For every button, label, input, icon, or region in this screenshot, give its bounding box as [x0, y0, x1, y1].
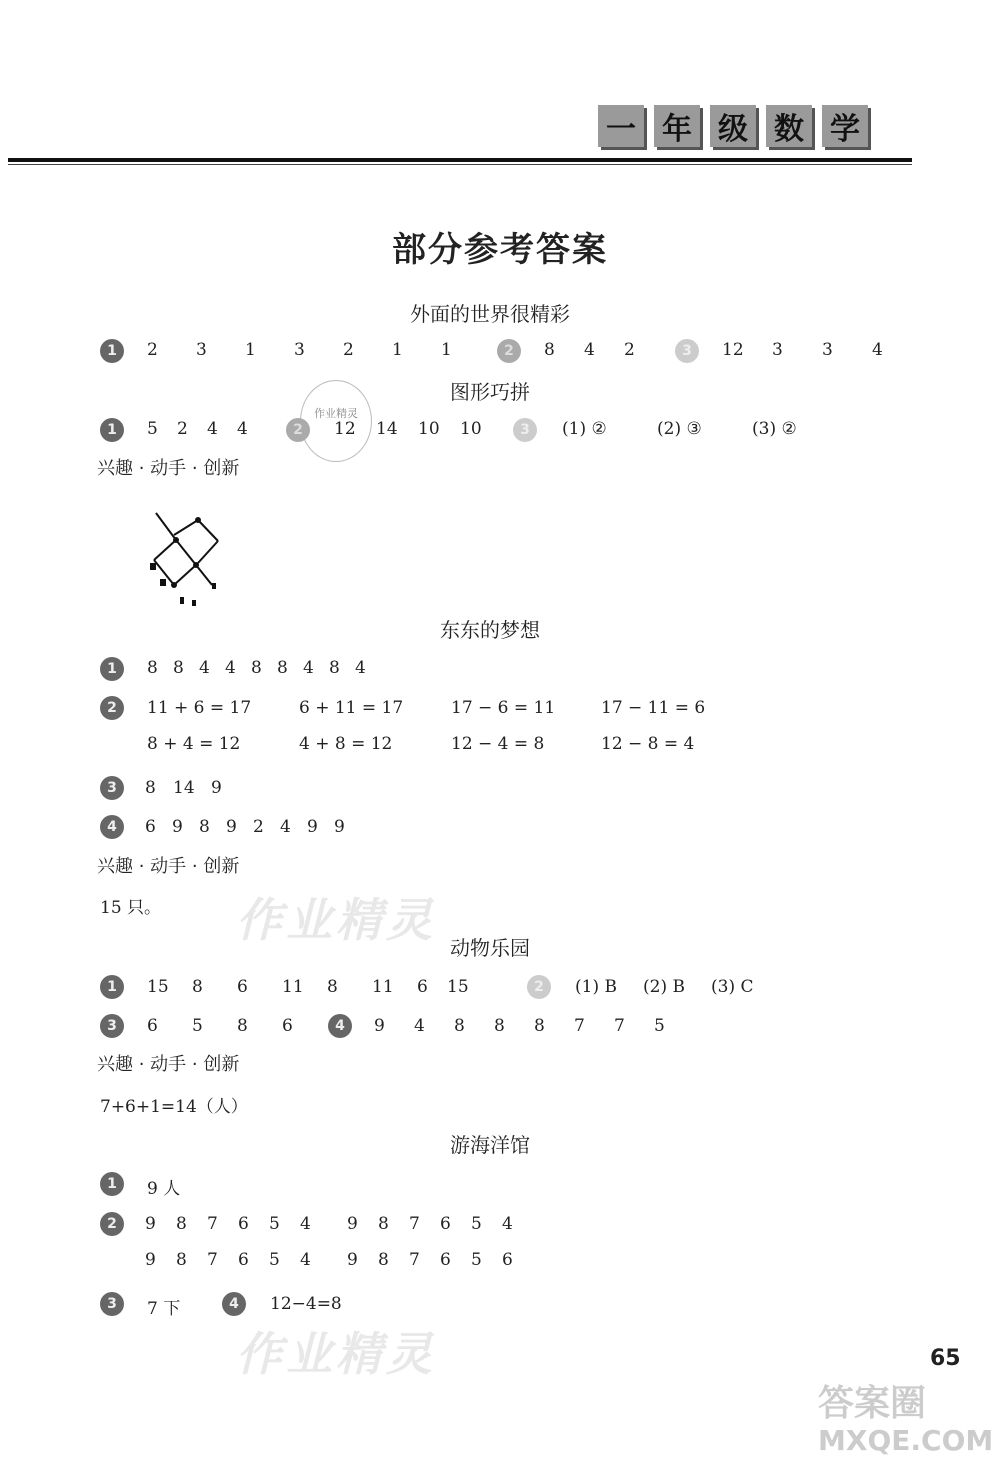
question-number-badge: 4	[328, 1014, 352, 1038]
answer-row	[147, 977, 492, 997]
answer-row	[575, 977, 779, 997]
answer-value: 5	[269, 1250, 280, 1270]
answer-value: 6	[238, 1214, 249, 1234]
answer-value: 8	[145, 778, 156, 798]
question-number-badge: 3	[100, 776, 124, 800]
answer-value: 8	[176, 1214, 187, 1234]
answer-text: 9 人	[147, 1179, 181, 1199]
answer-value: 7	[574, 1016, 585, 1036]
answer-value: 7	[409, 1250, 420, 1270]
answer-value: 8	[327, 977, 338, 997]
answer-value: 5	[471, 1214, 482, 1234]
answer-value: 8	[237, 1016, 248, 1036]
answer-row	[374, 1016, 694, 1036]
question-number-badge: 1	[100, 975, 124, 999]
answer-value: 6	[237, 977, 248, 997]
answer-row	[544, 340, 664, 360]
answer-value: (2) B	[643, 977, 685, 997]
answer-value: 4	[207, 419, 218, 439]
answer-value: 15	[147, 977, 169, 997]
equation: 11 + 6 = 17	[147, 698, 252, 718]
answer-value: 10	[460, 419, 482, 439]
page-title: 部分参考答案	[392, 230, 608, 270]
answer-value: 14	[376, 419, 398, 439]
stamp-text: 作业精灵	[314, 407, 358, 420]
answer-row	[334, 419, 502, 439]
answer-value: 8	[173, 658, 184, 678]
answer-row	[147, 340, 490, 360]
answer-value: 2	[253, 817, 264, 837]
answer-value: 9	[307, 817, 318, 837]
answer-value: 7	[614, 1016, 625, 1036]
question-number-badge: 4	[100, 815, 124, 839]
answer-value: (1) ②	[562, 419, 607, 439]
answer-value: 4	[303, 658, 314, 678]
answer-value: 9	[334, 817, 345, 837]
answer-value: 7	[207, 1214, 218, 1234]
answer-value: 12	[334, 419, 356, 439]
answer-value: 4	[414, 1016, 425, 1036]
answer-value: 6	[440, 1250, 451, 1270]
answer-row	[147, 1016, 327, 1036]
answer-value: 8	[329, 658, 340, 678]
answer-value: 5	[654, 1016, 665, 1036]
header-char: 级	[710, 105, 756, 147]
answer-row	[145, 817, 361, 837]
section-title: 图形巧拼	[450, 380, 530, 404]
header-rule	[8, 158, 912, 162]
answer-value: 6	[417, 977, 428, 997]
answer-value: 8	[454, 1016, 465, 1036]
answer-text: 12−4=8	[270, 1294, 342, 1314]
answer-value: 1	[392, 340, 403, 360]
answer-value: 9	[145, 1250, 156, 1270]
answer-value: (1) B	[575, 977, 617, 997]
question-number-badge: 2	[286, 418, 310, 442]
site-watermark-domain: MXQE.COM	[818, 1424, 994, 1457]
answer-value: 1	[245, 340, 256, 360]
answer-value: 9	[347, 1250, 358, 1270]
answer-value: 8	[192, 977, 203, 997]
interest-heading: 兴趣 · 动手 · 创新	[97, 1054, 240, 1075]
equation: 17 − 6 = 11	[451, 698, 556, 718]
header-char: 数	[766, 105, 812, 147]
question-number-badge: 2	[100, 1212, 124, 1236]
answer-value: 8	[277, 658, 288, 678]
answer-row	[562, 419, 847, 439]
answer-value: 4	[280, 817, 291, 837]
answer-value: 4	[237, 419, 248, 439]
watermark-text: 作业精灵	[236, 893, 436, 947]
equation-row	[147, 734, 751, 754]
question-number-badge: 1	[100, 418, 124, 442]
question-number-badge: 1	[100, 339, 124, 363]
interest-heading: 兴趣 · 动手 · 创新	[97, 458, 240, 479]
answer-value: 8	[544, 340, 555, 360]
header-rule-thin	[8, 164, 912, 165]
answer-value: 4	[199, 658, 210, 678]
answer-value: 2	[343, 340, 354, 360]
question-number-badge: 2	[100, 696, 124, 720]
answer-value: 9	[226, 817, 237, 837]
page-number: 65	[930, 1346, 961, 1371]
answer-value: 4	[872, 340, 883, 360]
answer-value: 4	[584, 340, 595, 360]
answer-value: 7	[409, 1214, 420, 1234]
interest-heading: 兴趣 · 动手 · 创新	[97, 856, 240, 877]
question-number-badge: 3	[100, 1292, 124, 1316]
answer-value: 9	[172, 817, 183, 837]
answer-row	[145, 778, 239, 798]
watermark-text: 作业精灵	[236, 1327, 436, 1381]
question-number-badge: 3	[675, 339, 699, 363]
answer-value: 14	[173, 778, 195, 798]
answer-value: 2	[624, 340, 635, 360]
answer-value: 9	[374, 1016, 385, 1036]
question-number-badge: 2	[497, 339, 521, 363]
answer-value: 9	[211, 778, 222, 798]
question-number-badge: 4	[222, 1292, 246, 1316]
answer-value: 6	[502, 1250, 513, 1270]
answer-value: (3) ②	[752, 419, 797, 439]
site-watermark	[818, 1384, 993, 1458]
equation: 12 − 4 = 8	[451, 734, 545, 754]
answer-row	[145, 1214, 533, 1234]
answer-value: 5	[471, 1250, 482, 1270]
answer-row	[147, 419, 267, 439]
equation: 8 + 4 = 12	[147, 734, 241, 754]
answer-value: 1	[441, 340, 452, 360]
answer-value: 4	[355, 658, 366, 678]
answer-value: 5	[147, 419, 158, 439]
matchstick-figure	[140, 505, 240, 620]
header-char: 学	[822, 105, 868, 147]
equation: 4 + 8 = 12	[299, 734, 393, 754]
answer-text: 15 只。	[100, 898, 162, 918]
answer-value: 3	[822, 340, 833, 360]
question-number-badge: 3	[100, 1014, 124, 1038]
answer-value: 6	[282, 1016, 293, 1036]
answer-value: 3	[294, 340, 305, 360]
answer-value: 3	[772, 340, 783, 360]
answer-row	[722, 340, 922, 360]
answer-value: 9	[347, 1214, 358, 1234]
answer-value: 5	[192, 1016, 203, 1036]
answer-value: 8	[378, 1214, 389, 1234]
answer-value: 15	[447, 977, 469, 997]
answer-value: 2	[177, 419, 188, 439]
question-number-badge: 2	[527, 975, 551, 999]
section-title: 东东的梦想	[440, 618, 540, 642]
answer-value: (2) ③	[657, 419, 702, 439]
answer-value: 6	[145, 817, 156, 837]
answer-value: 6	[440, 1214, 451, 1234]
answer-value: 9	[145, 1214, 156, 1234]
header-char: 年	[654, 105, 700, 147]
equation: 17 − 11 = 6	[601, 698, 706, 718]
answer-value: 2	[147, 340, 158, 360]
answer-value: 11	[372, 977, 394, 997]
question-number-badge: 3	[513, 418, 537, 442]
answer-text: 7+6+1=14（人）	[100, 1097, 248, 1117]
section-title: 动物乐园	[450, 936, 530, 960]
answer-value: 8	[378, 1250, 389, 1270]
section-title: 外面的世界很精彩	[410, 302, 570, 326]
answer-value: 6	[147, 1016, 158, 1036]
answer-value: 8	[147, 658, 158, 678]
question-number-badge: 1	[100, 657, 124, 681]
answer-value: 5	[269, 1214, 280, 1234]
answer-value: 10	[418, 419, 440, 439]
answer-value: 12	[722, 340, 744, 360]
site-watermark-brand: 答案圈	[818, 1383, 927, 1424]
question-number-badge: 1	[100, 1172, 124, 1196]
equation-row	[147, 698, 751, 718]
answer-value: 11	[282, 977, 304, 997]
equation: 12 − 8 = 4	[601, 734, 695, 754]
answer-row	[145, 1250, 533, 1270]
answer-value: 7	[207, 1250, 218, 1270]
section-title: 游海洋馆	[450, 1133, 530, 1157]
answer-value: 8	[176, 1250, 187, 1270]
answer-value: 8	[494, 1016, 505, 1036]
answer-value: (3) C	[711, 977, 754, 997]
answer-value: 4	[300, 1250, 311, 1270]
answer-row	[147, 658, 381, 678]
answer-text: 7 下	[147, 1299, 181, 1319]
answer-value: 8	[199, 817, 210, 837]
answer-value: 3	[196, 340, 207, 360]
answer-value: 4	[225, 658, 236, 678]
answer-value: 8	[251, 658, 262, 678]
answer-value: 6	[238, 1250, 249, 1270]
equation: 6 + 11 = 17	[299, 698, 404, 718]
header-char: 一	[598, 105, 644, 147]
answer-value: 8	[534, 1016, 545, 1036]
answer-value: 4	[502, 1214, 513, 1234]
answer-value: 4	[300, 1214, 311, 1234]
